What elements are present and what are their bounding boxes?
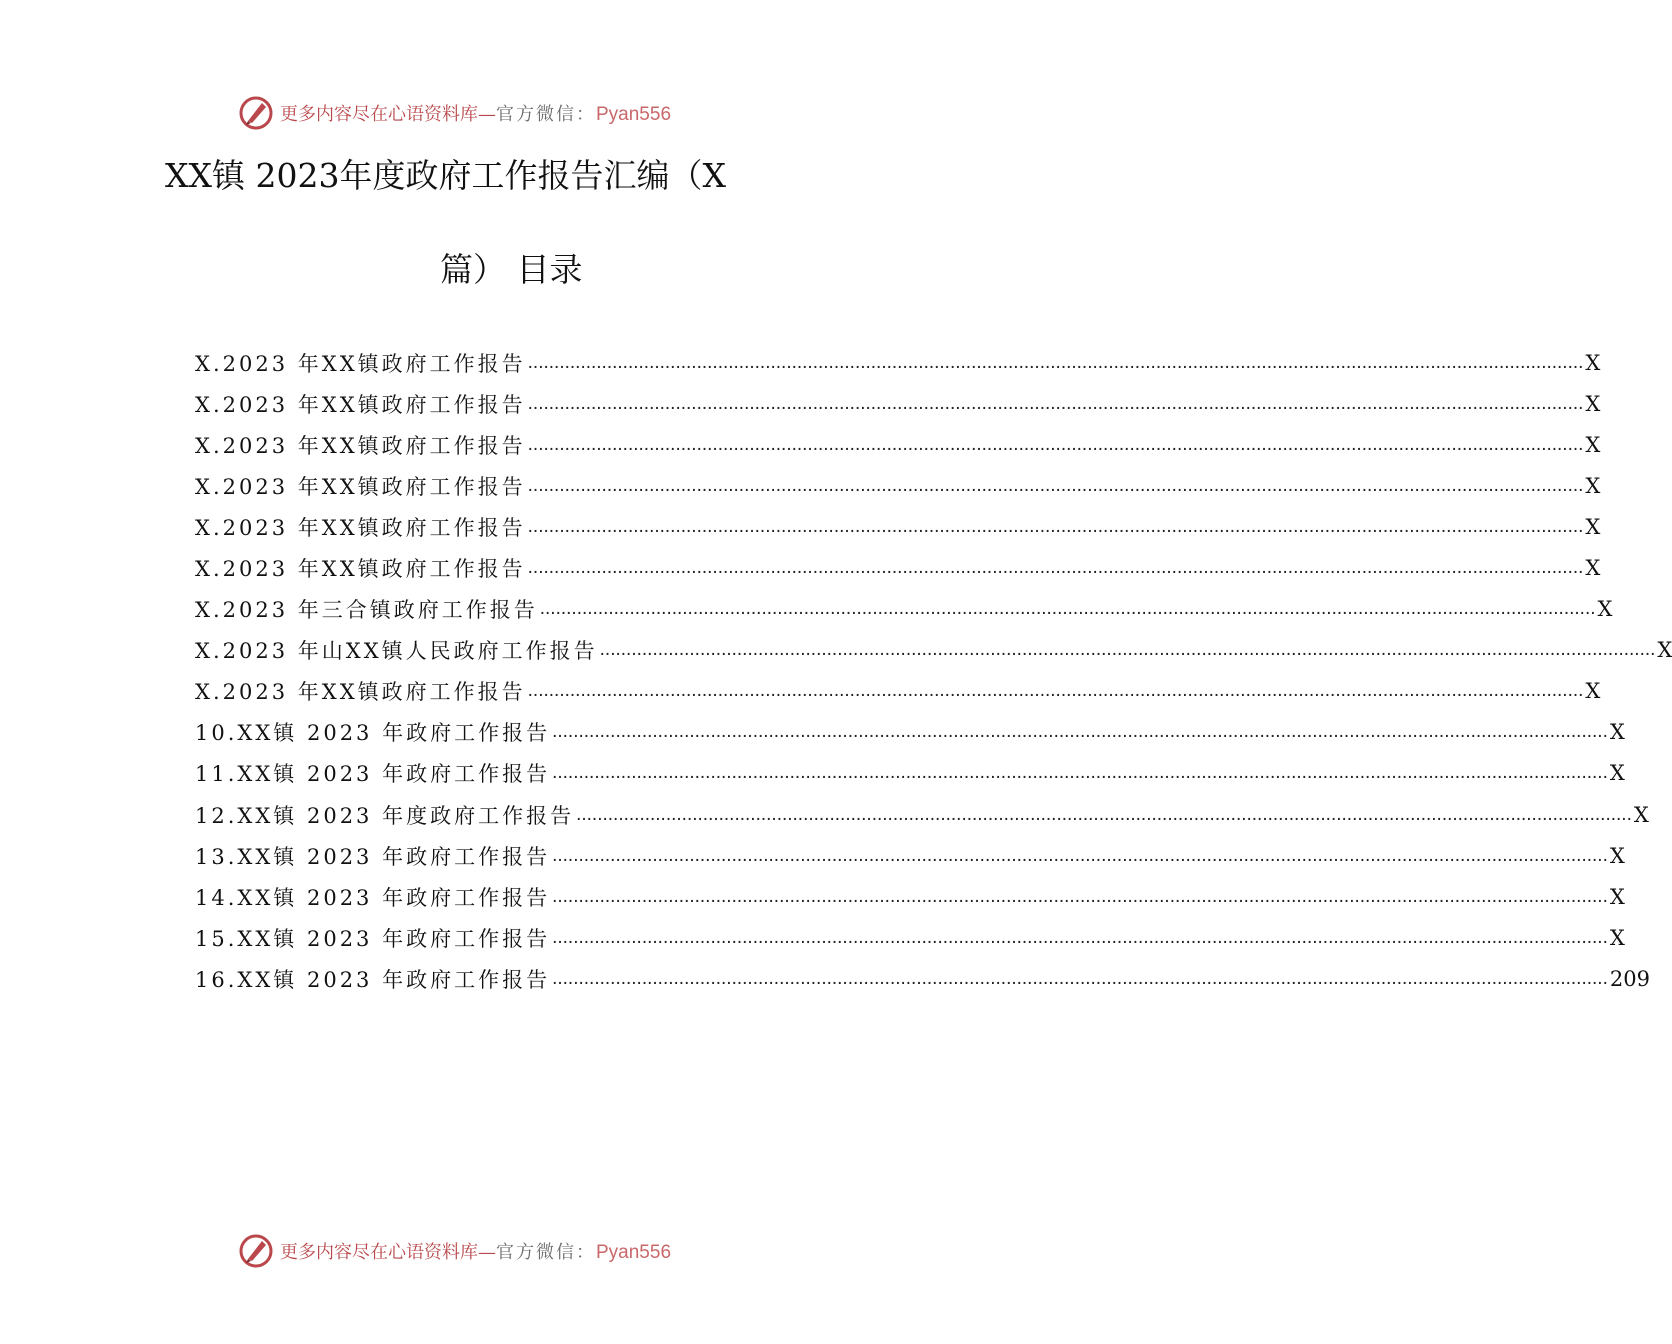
pen-logo-icon	[238, 1233, 274, 1269]
toc-entry-title: X.2023 年XX镇政府工作报告	[195, 680, 526, 705]
toc-leader-dots: ........................................................................................................................................................................................................	[527, 515, 1584, 537]
toc-entry-title: 13.XX镇 2023 年政府工作报告	[195, 844, 551, 869]
toc-entry-page: X	[1609, 720, 1625, 745]
toc-entry[interactable]	[195, 671, 1601, 712]
toc-entry-title: 15.XX镇 2023 年政府工作报告	[195, 926, 551, 951]
toc-leader-dots: ........................................................................................................................................................................................................	[552, 967, 1608, 989]
banner-official: 官方微信：	[496, 1242, 596, 1263]
toc-leader-dots: ........................................................................................................................................................................................................	[527, 351, 1584, 373]
toc-entry-page: X	[1633, 802, 1649, 827]
toc-entry-page: X	[1609, 761, 1625, 786]
toc-entry[interactable]	[195, 753, 1625, 794]
toc-entry-title: X.2023 年XX镇政府工作报告	[195, 351, 526, 376]
toc-entry-page: X	[1585, 679, 1601, 704]
banner-separator: —	[478, 1242, 496, 1263]
toc-entry-page: X	[1585, 514, 1601, 539]
toc-entry-title: 11.XX镇 2023 年政府工作报告	[195, 762, 551, 787]
header-banner	[238, 96, 671, 130]
document-title: XX镇 2023年度政府工作报告汇编（X	[165, 156, 726, 195]
toc-leader-dots: ........................................................................................................................................................................................................	[527, 680, 1584, 702]
toc-entry[interactable]	[195, 383, 1601, 424]
toc-entry[interactable]	[195, 630, 1672, 671]
toc-entry[interactable]	[195, 589, 1613, 630]
toc-entry-page: X	[1585, 473, 1601, 498]
toc-leader-dots: ........................................................................................................................................................................................................	[527, 392, 1584, 414]
toc-entry[interactable]	[195, 876, 1625, 917]
toc-entry[interactable]	[195, 835, 1625, 876]
toc-entry[interactable]	[195, 712, 1625, 753]
toc-entry-title: X.2023 年三合镇政府工作报告	[195, 598, 538, 623]
toc-entry-page: X	[1597, 597, 1613, 622]
toc-entry[interactable]	[195, 794, 1649, 835]
toc-entry[interactable]	[195, 547, 1601, 588]
toc-entry-page: X	[1585, 556, 1601, 581]
toc-leader-dots: ........................................................................................................................................................................................................	[552, 721, 1608, 743]
toc-entry-page: 209	[1609, 966, 1650, 991]
banner-text	[280, 100, 671, 126]
toc-entry-page: X	[1609, 925, 1625, 950]
toc-leader-dots: ........................................................................................................................................................................................................	[552, 762, 1608, 784]
banner-separator: —	[478, 104, 496, 125]
banner-wechat-id: Pyan556	[596, 104, 672, 125]
toc-entry-page: X	[1585, 432, 1601, 457]
toc-entry-title: 10.XX镇 2023 年政府工作报告	[195, 721, 551, 746]
pen-logo-icon	[238, 95, 274, 131]
toc-entry-page: X	[1585, 350, 1601, 375]
toc-leader-dots: ........................................................................................................................................................................................................	[552, 844, 1608, 866]
toc-entry-title: X.2023 年XX镇政府工作报告	[195, 557, 526, 582]
banner-main: 更多内容尽在心语资料库	[280, 1242, 478, 1263]
toc-leader-dots: ........................................................................................................................................................................................................	[539, 598, 1596, 620]
toc-entry-title: X.2023 年XX镇政府工作报告	[195, 515, 526, 540]
toc-entry-title: X.2023 年XX镇政府工作报告	[195, 474, 526, 499]
banner-main: 更多内容尽在心语资料库	[280, 104, 478, 125]
toc-entry-page: X	[1657, 638, 1672, 663]
toc-entry[interactable]	[195, 424, 1601, 465]
toc-entry[interactable]	[195, 506, 1601, 547]
toc-entry[interactable]	[195, 342, 1601, 383]
footer-banner	[238, 1234, 671, 1268]
banner-wechat-id: Pyan556	[596, 1242, 672, 1263]
toc-leader-dots: ........................................................................................................................................................................................................	[599, 639, 1656, 661]
toc-entry-title: 16.XX镇 2023 年政府工作报告	[195, 967, 551, 992]
toc-entry-page: X	[1585, 391, 1601, 416]
document-title-continued: 篇） 目录	[440, 250, 583, 289]
toc-leader-dots: ........................................................................................................................................................................................................	[527, 474, 1584, 496]
toc-entry-title: X.2023 年XX镇政府工作报告	[195, 433, 526, 458]
toc-entry-page: X	[1609, 843, 1625, 868]
toc-entry-title: X.2023 年山XX镇人民政府工作报告	[195, 639, 598, 664]
toc-entry-page: X	[1609, 884, 1625, 909]
toc-leader-dots: ........................................................................................................................................................................................................	[527, 433, 1584, 455]
toc-entry-title: 14.XX镇 2023 年政府工作报告	[195, 885, 551, 910]
toc-entry-title: X.2023 年XX镇政府工作报告	[195, 392, 526, 417]
toc-leader-dots: ........................................................................................................................................................................................................	[527, 557, 1584, 579]
banner-text	[280, 1238, 671, 1264]
toc-entry[interactable]	[195, 917, 1625, 958]
toc-entry[interactable]	[195, 958, 1650, 999]
toc-leader-dots: ........................................................................................................................................................................................................	[552, 926, 1608, 948]
toc-entry-title: 12.XX镇 2023 年度政府工作报告	[195, 803, 575, 828]
toc-leader-dots: ........................................................................................................................................................................................................	[552, 885, 1608, 907]
banner-official: 官方微信：	[496, 104, 596, 125]
toc-leader-dots: ........................................................................................................................................................................................................	[576, 803, 1632, 825]
table-of-contents	[195, 342, 1672, 1000]
toc-entry[interactable]	[195, 465, 1601, 506]
